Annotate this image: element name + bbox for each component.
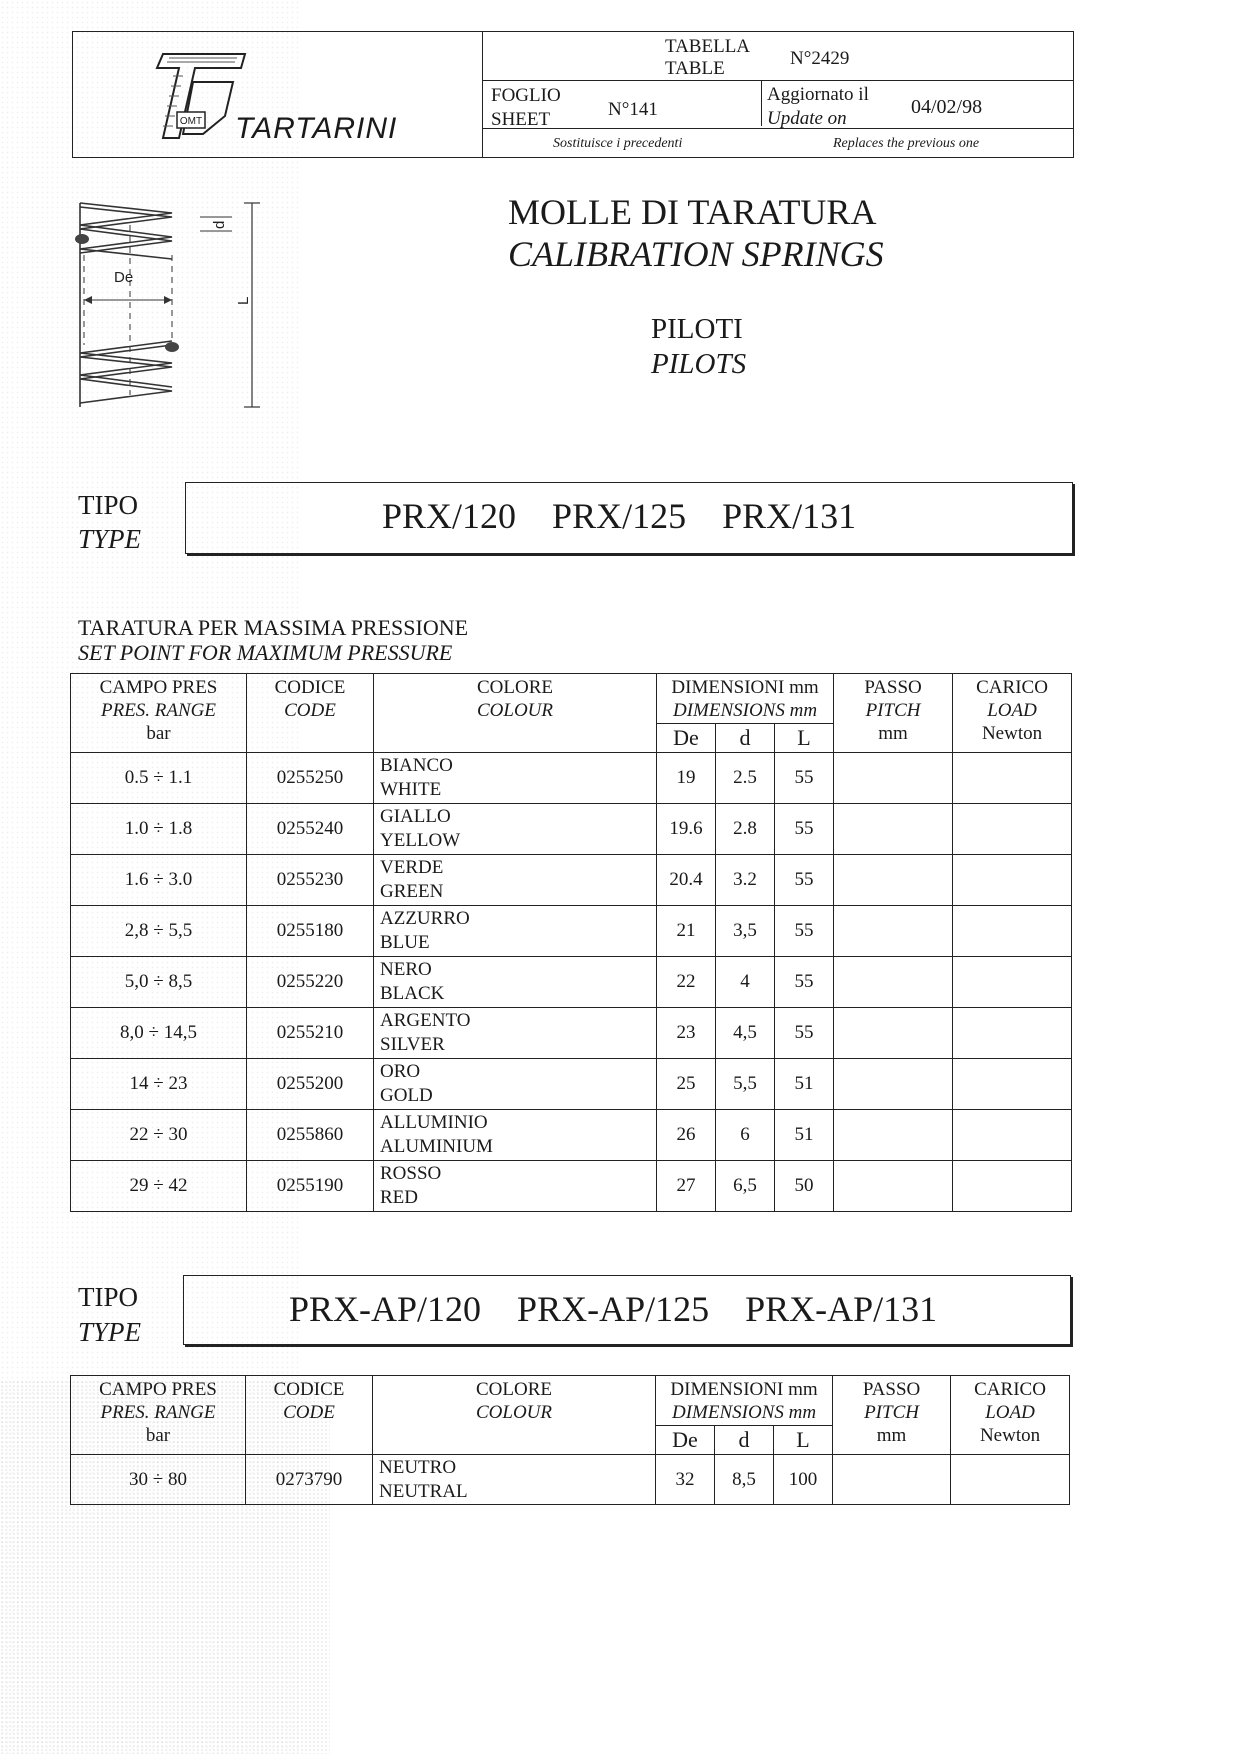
colour-it: GIALLO bbox=[380, 806, 451, 827]
range-cell: 14 ÷ 23 bbox=[71, 1059, 247, 1110]
spec-table-1 bbox=[70, 673, 1072, 1212]
sheet-number: N°141 bbox=[608, 99, 658, 120]
l-cell: 55 bbox=[775, 906, 834, 957]
colour-en: YELLOW bbox=[380, 830, 461, 851]
subtitle-it: PILOTI bbox=[651, 313, 743, 345]
code-cell: 0255190 bbox=[247, 1161, 374, 1212]
d-cell: 4,5 bbox=[716, 1008, 775, 1059]
type-label-it-2: TIPO bbox=[78, 1282, 138, 1312]
type-code: PRX/131 bbox=[722, 496, 857, 536]
colour-header-en: COLOUR bbox=[476, 700, 553, 721]
colour-cell bbox=[374, 1161, 657, 1212]
colour-it: ALLUMINIO bbox=[380, 1112, 488, 1133]
type-code: PRX-AP/120 bbox=[289, 1289, 482, 1329]
range-cell: 1.6 ÷ 3.0 bbox=[71, 855, 247, 906]
de-header: De bbox=[656, 1426, 715, 1455]
code-header-it: CODICE bbox=[273, 1379, 345, 1400]
type-code: PRX/125 bbox=[552, 496, 687, 536]
table-row bbox=[71, 1059, 1072, 1110]
colour-it: NERO bbox=[380, 959, 432, 980]
colour-it: ORO bbox=[380, 1061, 421, 1082]
colour-cell bbox=[374, 855, 657, 906]
de-cell: 26 bbox=[657, 1110, 716, 1161]
code-cell: 0255180 bbox=[247, 906, 374, 957]
l-cell: 55 bbox=[775, 957, 834, 1008]
dimensions-header bbox=[656, 1376, 833, 1426]
table-row bbox=[71, 906, 1072, 957]
range-cell: 22 ÷ 30 bbox=[71, 1110, 247, 1161]
l-cell: 55 bbox=[775, 1008, 834, 1059]
header-divider bbox=[482, 80, 1073, 81]
range-header-unit: bar bbox=[145, 1425, 171, 1446]
pitch-header bbox=[834, 674, 953, 753]
de-header: De bbox=[657, 724, 716, 753]
pitch-header-it: PASSO bbox=[862, 1379, 921, 1400]
load-cell bbox=[953, 1110, 1072, 1161]
header-divider-2 bbox=[482, 128, 1073, 129]
load-header bbox=[953, 674, 1072, 753]
load-header-unit: Newton bbox=[979, 1425, 1041, 1446]
range-cell: 5,0 ÷ 8,5 bbox=[71, 957, 247, 1008]
d-cell: 3,5 bbox=[716, 906, 775, 957]
colour-cell bbox=[374, 804, 657, 855]
spec-table-2 bbox=[70, 1375, 1070, 1505]
pitch-cell bbox=[834, 957, 953, 1008]
d-cell: 2.5 bbox=[716, 753, 775, 804]
label-De: De bbox=[114, 269, 134, 286]
colour-it: ROSSO bbox=[380, 1163, 442, 1184]
range-header-en: PRES. RANGE bbox=[100, 1402, 216, 1423]
d-header: d bbox=[715, 1426, 774, 1455]
dimensions-header-it: DIMENSIONI mm bbox=[671, 676, 819, 698]
type-label-en-2: TYPE bbox=[78, 1317, 142, 1347]
section-heading-en: SET POINT FOR MAXIMUM PRESSURE bbox=[78, 640, 453, 665]
replaces-it: Sostituisce i precedenti bbox=[553, 136, 683, 151]
d-cell: 2.8 bbox=[716, 804, 775, 855]
pitch-cell bbox=[834, 1110, 953, 1161]
load-cell bbox=[953, 855, 1072, 906]
load-cell bbox=[953, 804, 1072, 855]
code-cell: 0255200 bbox=[247, 1059, 374, 1110]
colour-cell bbox=[373, 1455, 656, 1505]
pitch-header bbox=[833, 1376, 951, 1455]
table-row bbox=[71, 753, 1072, 804]
update-label: Update on bbox=[767, 108, 847, 129]
load-cell bbox=[951, 1455, 1070, 1505]
tabella-label: TABELLA bbox=[665, 36, 751, 57]
colour-it: AZZURRO bbox=[380, 908, 470, 929]
colour-en: BLUE bbox=[380, 932, 430, 953]
colour-it: BIANCO bbox=[380, 755, 453, 776]
table-row bbox=[71, 804, 1072, 855]
code-header-en: CODE bbox=[283, 1402, 335, 1423]
l-cell: 100 bbox=[774, 1455, 833, 1505]
load-cell bbox=[953, 1161, 1072, 1212]
de-cell: 25 bbox=[657, 1059, 716, 1110]
l-cell: 55 bbox=[775, 855, 834, 906]
table-number: N°2429 bbox=[790, 48, 850, 69]
colour-header-it: COLORE bbox=[477, 677, 553, 698]
d-cell: 5,5 bbox=[716, 1059, 775, 1110]
colour-en: ALUMINIUM bbox=[380, 1136, 493, 1157]
code-cell: 0255230 bbox=[247, 855, 374, 906]
range-header-unit: bar bbox=[146, 723, 171, 744]
dimensions-header-en: DIMENSIONS mm bbox=[672, 699, 818, 721]
table-row bbox=[71, 1110, 1072, 1161]
foglio-label: FOGLIO bbox=[491, 85, 561, 106]
type-code: PRX-AP/131 bbox=[745, 1289, 938, 1329]
load-cell bbox=[953, 753, 1072, 804]
load-header-it: CARICO bbox=[974, 1379, 1046, 1400]
type-code: PRX/120 bbox=[382, 496, 517, 536]
aggiornato-label: Aggiornato il bbox=[767, 84, 869, 105]
colour-it: ARGENTO bbox=[380, 1010, 471, 1031]
pitch-cell bbox=[834, 753, 953, 804]
type-code: PRX-AP/125 bbox=[517, 1289, 710, 1329]
pitch-cell bbox=[834, 1059, 953, 1110]
l-cell: 50 bbox=[775, 1161, 834, 1212]
pitch-cell bbox=[834, 1161, 953, 1212]
logo-cell bbox=[73, 32, 483, 157]
d-cell: 8,5 bbox=[715, 1455, 774, 1505]
load-cell bbox=[953, 957, 1072, 1008]
de-cell: 32 bbox=[656, 1455, 715, 1505]
dimensions-header-en: DIMENSIONS mm bbox=[671, 1401, 817, 1423]
colour-header bbox=[374, 674, 657, 753]
colour-cell bbox=[374, 1059, 657, 1110]
logo-omt-text: OMT bbox=[179, 116, 203, 127]
colour-cell bbox=[374, 957, 657, 1008]
code-cell: 0255240 bbox=[247, 804, 374, 855]
range-header bbox=[71, 1376, 246, 1455]
de-cell: 20.4 bbox=[657, 855, 716, 906]
code-cell: 0255250 bbox=[247, 753, 374, 804]
colour-header bbox=[373, 1376, 656, 1455]
de-cell: 19.6 bbox=[657, 804, 716, 855]
colour-cell bbox=[374, 906, 657, 957]
load-header-it: CARICO bbox=[976, 677, 1048, 698]
table-row bbox=[71, 957, 1072, 1008]
title-en: CALIBRATION SPRINGS bbox=[508, 234, 884, 274]
range-cell: 1.0 ÷ 1.8 bbox=[71, 804, 247, 855]
table-header-row bbox=[71, 1376, 1070, 1426]
pitch-header-unit: mm bbox=[878, 723, 908, 744]
type-box-1 bbox=[185, 482, 1073, 554]
table-row bbox=[71, 1161, 1072, 1212]
colour-en: BLACK bbox=[380, 983, 445, 1004]
l-header: L bbox=[774, 1426, 833, 1455]
colour-header-it: COLORE bbox=[476, 1379, 552, 1400]
range-cell: 2,8 ÷ 5,5 bbox=[71, 906, 247, 957]
d-cell: 4 bbox=[716, 957, 775, 1008]
range-header-en: PRES. RANGE bbox=[100, 700, 217, 721]
colour-cell bbox=[374, 1008, 657, 1059]
update-date: 04/02/98 bbox=[911, 96, 983, 118]
d-header: d bbox=[716, 724, 775, 753]
range-cell: 8,0 ÷ 14,5 bbox=[71, 1008, 247, 1059]
brand-name: TARTARINI bbox=[235, 112, 398, 145]
colour-header-en: COLOUR bbox=[475, 1402, 552, 1423]
code-cell: 0255210 bbox=[247, 1008, 374, 1059]
type-box-2 bbox=[183, 1275, 1071, 1345]
colour-en: GREEN bbox=[380, 881, 444, 902]
pitch-header-it: PASSO bbox=[864, 677, 922, 698]
pitch-cell bbox=[834, 804, 953, 855]
type-label-it-1: TIPO bbox=[78, 490, 138, 520]
code-header-en: CODE bbox=[284, 700, 336, 721]
title-it: MOLLE DI TARATURA bbox=[508, 192, 877, 232]
subtitle-en: PILOTS bbox=[651, 348, 747, 380]
pitch-cell bbox=[834, 855, 953, 906]
de-cell: 19 bbox=[657, 753, 716, 804]
table-row bbox=[71, 1455, 1070, 1505]
de-cell: 23 bbox=[657, 1008, 716, 1059]
code-header bbox=[247, 674, 374, 753]
label-d: d bbox=[211, 220, 228, 229]
pitch-header-unit: mm bbox=[876, 1425, 907, 1446]
pitch-header-en: PITCH bbox=[864, 1402, 919, 1423]
d-cell: 6 bbox=[716, 1110, 775, 1161]
range-cell: 0.5 ÷ 1.1 bbox=[71, 753, 247, 804]
document-header bbox=[72, 31, 1074, 158]
range-header-it: CAMPO PRES bbox=[99, 677, 218, 698]
colour-en: RED bbox=[380, 1187, 418, 1208]
colour-en: WHITE bbox=[380, 779, 442, 800]
range-cell: 30 ÷ 80 bbox=[71, 1455, 246, 1505]
colour-it: VERDE bbox=[380, 857, 444, 878]
load-cell bbox=[953, 1059, 1072, 1110]
load-cell bbox=[953, 1008, 1072, 1059]
d-cell: 6,5 bbox=[716, 1161, 775, 1212]
table-header-row bbox=[71, 674, 1072, 724]
code-header bbox=[246, 1376, 373, 1455]
section-heading-it: TARATURA PER MASSIMA PRESSIONE bbox=[78, 615, 469, 640]
colour-en: NEUTRAL bbox=[379, 1480, 468, 1502]
l-cell: 55 bbox=[775, 804, 834, 855]
dimensions-header bbox=[657, 674, 834, 724]
type-codes-2 bbox=[289, 1288, 973, 1330]
load-header-unit: Newton bbox=[981, 723, 1043, 744]
l-header: L bbox=[775, 724, 834, 753]
de-cell: 22 bbox=[657, 957, 716, 1008]
pitch-header-en: PITCH bbox=[865, 700, 921, 721]
spring-diagram bbox=[72, 195, 292, 425]
range-cell: 29 ÷ 42 bbox=[71, 1161, 247, 1212]
colour-cell bbox=[374, 753, 657, 804]
table-row bbox=[71, 855, 1072, 906]
pitch-cell bbox=[834, 1008, 953, 1059]
l-cell: 51 bbox=[775, 1059, 834, 1110]
type-label-en-1: TYPE bbox=[78, 524, 142, 554]
label-L: L bbox=[235, 296, 252, 305]
load-header-en: LOAD bbox=[985, 1402, 1035, 1423]
header-vdivider bbox=[761, 80, 762, 126]
code-cell: 0255860 bbox=[247, 1110, 374, 1161]
table-label: TABLE bbox=[665, 58, 725, 79]
code-cell: 0273790 bbox=[246, 1455, 373, 1505]
colour-it: NEUTRO bbox=[379, 1456, 457, 1478]
code-cell: 0255220 bbox=[247, 957, 374, 1008]
range-header bbox=[71, 674, 247, 753]
sheet-label: SHEET bbox=[491, 109, 551, 130]
type-codes-1 bbox=[382, 495, 892, 537]
pitch-cell bbox=[834, 906, 953, 957]
load-header-en: LOAD bbox=[987, 700, 1037, 721]
range-header-it: CAMPO PRES bbox=[99, 1379, 217, 1400]
l-cell: 55 bbox=[775, 753, 834, 804]
table-row bbox=[71, 1008, 1072, 1059]
colour-en: SILVER bbox=[380, 1034, 445, 1055]
replaces-en: Replaces the previous one bbox=[833, 136, 980, 151]
l-cell: 51 bbox=[775, 1110, 834, 1161]
dimensions-header-it: DIMENSIONI mm bbox=[670, 1378, 818, 1400]
code-header-it: CODICE bbox=[274, 677, 346, 698]
de-cell: 27 bbox=[657, 1161, 716, 1212]
colour-en: GOLD bbox=[380, 1085, 433, 1106]
pitch-cell bbox=[833, 1455, 951, 1505]
load-cell bbox=[953, 906, 1072, 957]
de-cell: 21 bbox=[657, 906, 716, 957]
d-cell: 3.2 bbox=[716, 855, 775, 906]
load-header bbox=[951, 1376, 1070, 1455]
colour-cell bbox=[374, 1110, 657, 1161]
